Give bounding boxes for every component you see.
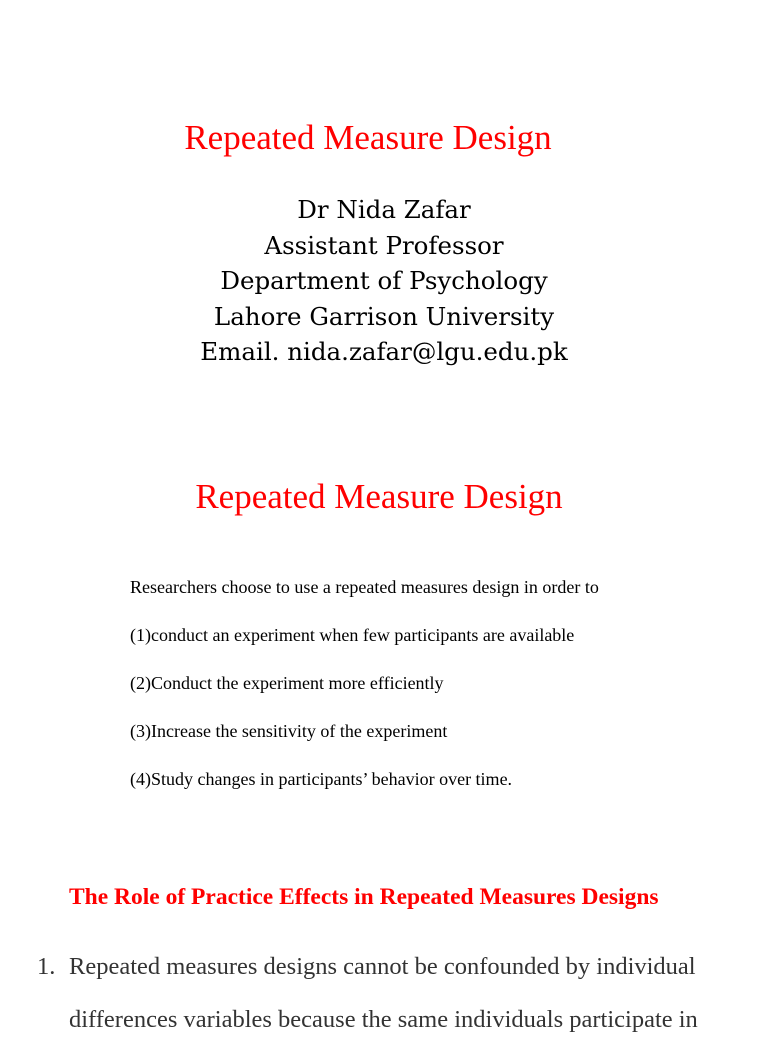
author-email: Email. nida.zafar@lgu.edu.pk [200, 337, 568, 366]
reason-item-3: (3)Increase the sensitivity of the experiment [130, 721, 448, 741]
author-department: Department of Psychology [220, 266, 548, 295]
point-number: 1. [37, 953, 56, 980]
point-text [69, 940, 768, 1046]
author-university: Lahore Garrison University [213, 301, 555, 331]
point-line-2: differences variables because the same individuals participate in [69, 1006, 698, 1033]
slide-1-title: Repeated Measure Design [184, 118, 552, 157]
author-position: Assistant Professor [264, 230, 504, 260]
reason-item-2: (2)Conduct the experiment more efficiently [130, 673, 444, 693]
slide-2-title: Repeated Measure Design [195, 477, 563, 516]
reason-item-4: (4)Study changes in participants’ behavior over time. [130, 769, 513, 789]
reason-list [130, 575, 599, 815]
practice-effects-heading: The Role of Practice Effects in Repeated Measures Designs [69, 884, 659, 910]
author-name: Dr Nida Zafar [297, 195, 471, 224]
author-block [0, 194, 768, 372]
reason-intro: Researchers choose to use a repeated measures design in order to [130, 577, 599, 597]
point-line-1: Repeated measures designs cannot be confounded by individual [69, 953, 696, 980]
reason-item-1: (1)conduct an experiment when few participants are available [130, 625, 575, 645]
